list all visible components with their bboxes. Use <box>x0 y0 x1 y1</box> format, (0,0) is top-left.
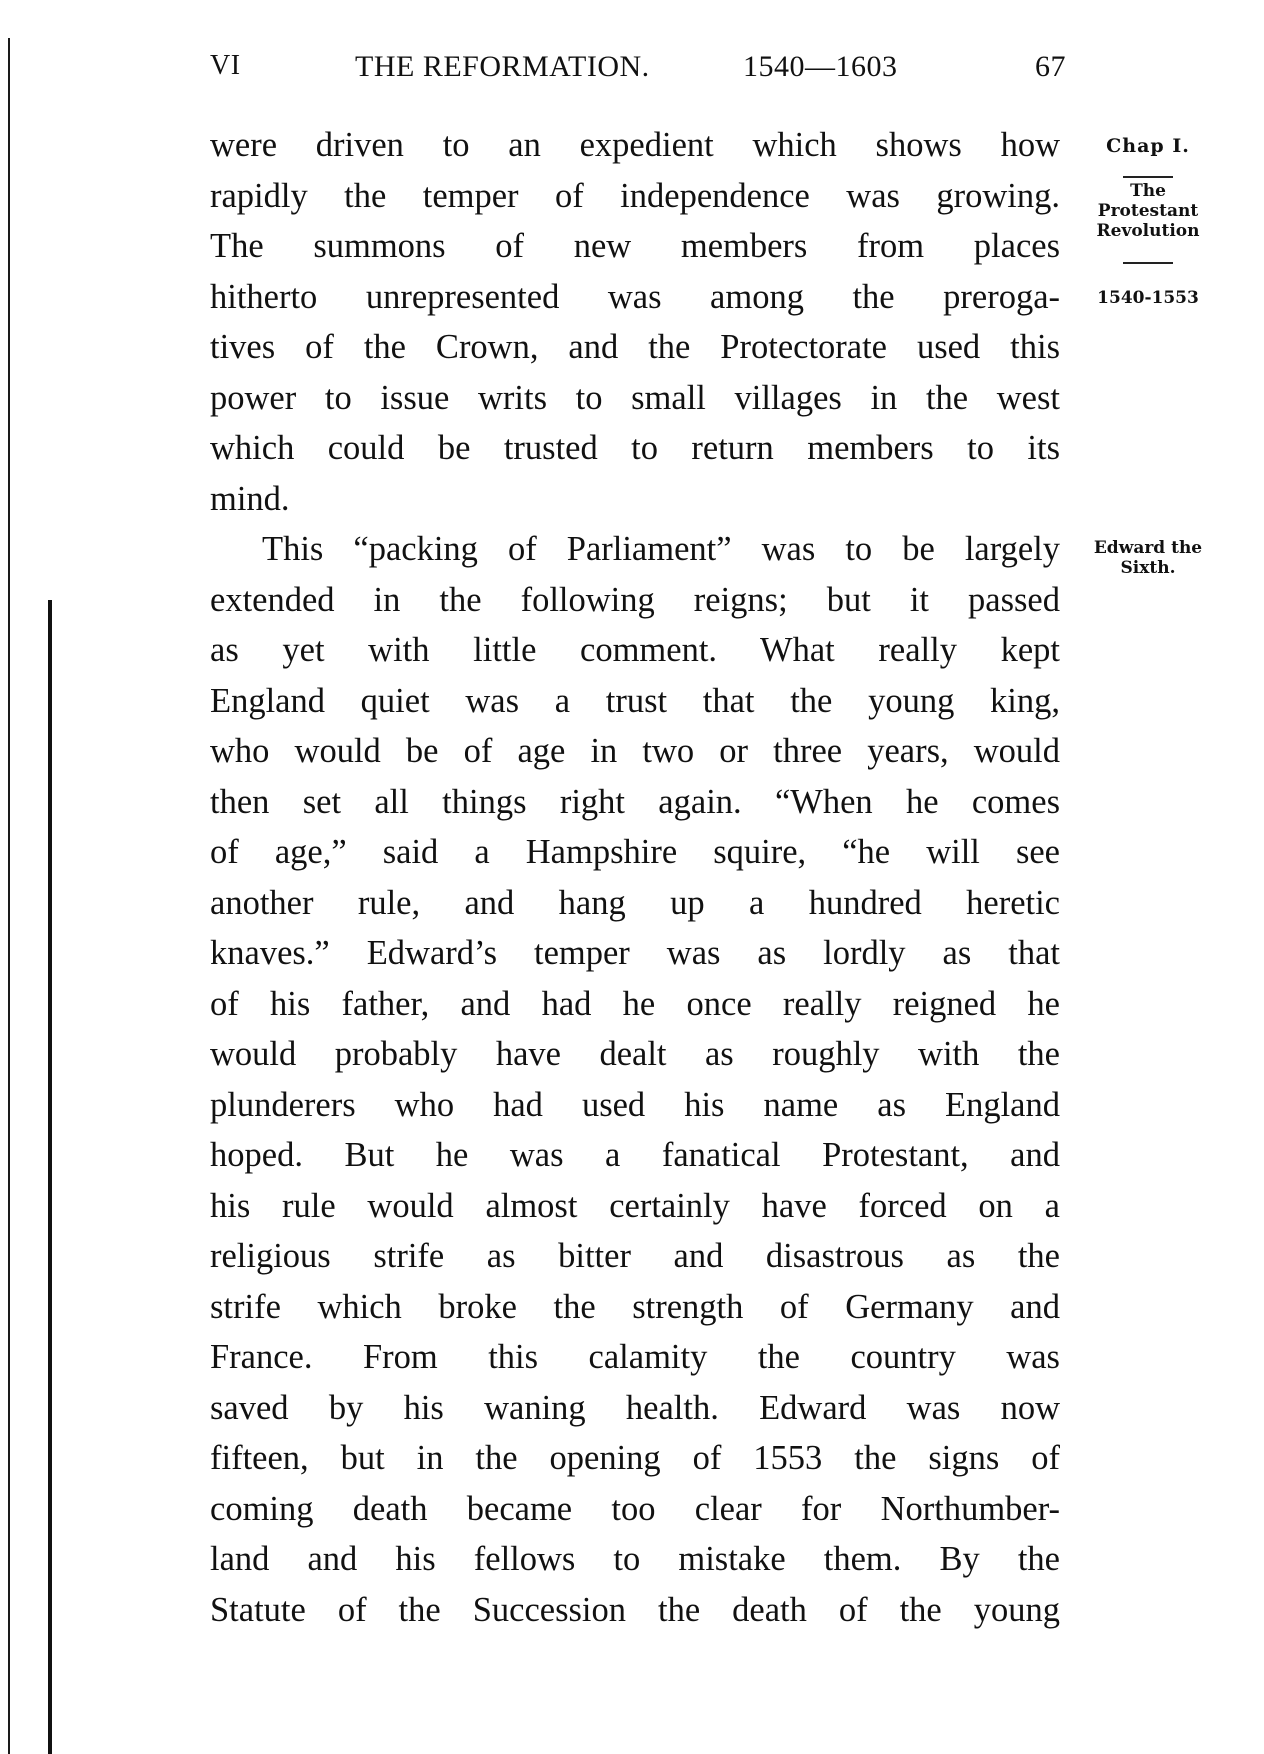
chapter-label: Chap I. <box>1106 135 1190 157</box>
text-line: of age,” said a Hampshire squire, “he will see <box>210 833 1060 871</box>
side-note-line: Edward the <box>1093 538 1203 558</box>
text-line: of his father, and had he once really reigned he <box>210 984 1060 1023</box>
text-line: which could be trusted to return members to its <box>210 429 1060 467</box>
text-line: This “packing of Parliament” was to be largely <box>262 530 1060 568</box>
text-line: plunderers who had used his name as England <box>210 1085 1060 1124</box>
text-line: fifteen, but in the opening of 1553 the signs of <box>210 1439 1060 1477</box>
text-line: another rule, and hang up a hundred heretic <box>210 883 1060 922</box>
running-title: THE REFORMATION. <box>355 50 650 83</box>
text-line: who would be of age in two or three years, would <box>210 732 1060 770</box>
running-dates: 1540—1603 <box>743 50 898 83</box>
text-line: his rule would almost certainly have forced on a <box>210 1186 1060 1225</box>
text-line: rapidly the temper of independence was growing. <box>210 176 1060 215</box>
text-line: extended in the following reigns; but it passed <box>210 580 1060 619</box>
text-line: France. From this calamity the country was <box>210 1338 1060 1376</box>
topic-line: The <box>1130 181 1166 201</box>
side-note-edward <box>1068 538 1228 578</box>
text-line: saved by his waning health. Edward was now <box>210 1388 1060 1427</box>
topic-note <box>1068 181 1228 241</box>
section-number: VI <box>210 50 241 81</box>
text-line: knaves.” Edward’s temper was as lordly as that <box>210 934 1060 972</box>
text-line: tives of the Crown, and the Protectorate used this <box>210 328 1060 366</box>
text-line: hitherto unrepresented was among the preroga- <box>210 277 1060 316</box>
text-line: mind. <box>210 479 290 518</box>
margin-dates: 1540-1553 <box>1097 288 1199 308</box>
text-line: England quiet was a trust that the young king, <box>210 681 1060 720</box>
margin-rule <box>1123 262 1173 264</box>
text-line: strife which broke the strength of Germany and <box>210 1287 1060 1326</box>
text-line: as yet with little comment. What really kept <box>210 631 1060 669</box>
margin-rule <box>1123 176 1173 178</box>
text-line: hoped. But he was a fanatical Protestant, and <box>210 1136 1060 1174</box>
text-line: power to issue writs to small villages in the west <box>210 378 1060 417</box>
text-line: Statute of the Succession the death of the young <box>210 1590 1060 1629</box>
text-line: coming death became too clear for Northumber- <box>210 1489 1060 1528</box>
binding-shadow-line <box>48 600 52 1754</box>
page-number: 67 <box>1035 50 1066 83</box>
text-line: were driven to an expedient which shows how <box>210 126 1060 164</box>
body-text <box>210 120 1060 1635</box>
running-head <box>210 50 1066 90</box>
text-line: The summons of new members from places <box>210 227 1060 265</box>
topic-line: Protestant <box>1097 201 1199 221</box>
text-line: then set all things right again. “When he comes <box>210 782 1060 821</box>
text-line: land and his fellows to mistake them. By the <box>210 1540 1060 1578</box>
text-line: religious strife as bitter and disastrous as the <box>210 1237 1060 1275</box>
side-note-line: Sixth. <box>1120 558 1176 578</box>
binding-edge-line <box>8 38 10 1754</box>
text-line: would probably have dealt as roughly with the <box>210 1035 1060 1073</box>
topic-line: Revolution <box>1096 221 1200 241</box>
